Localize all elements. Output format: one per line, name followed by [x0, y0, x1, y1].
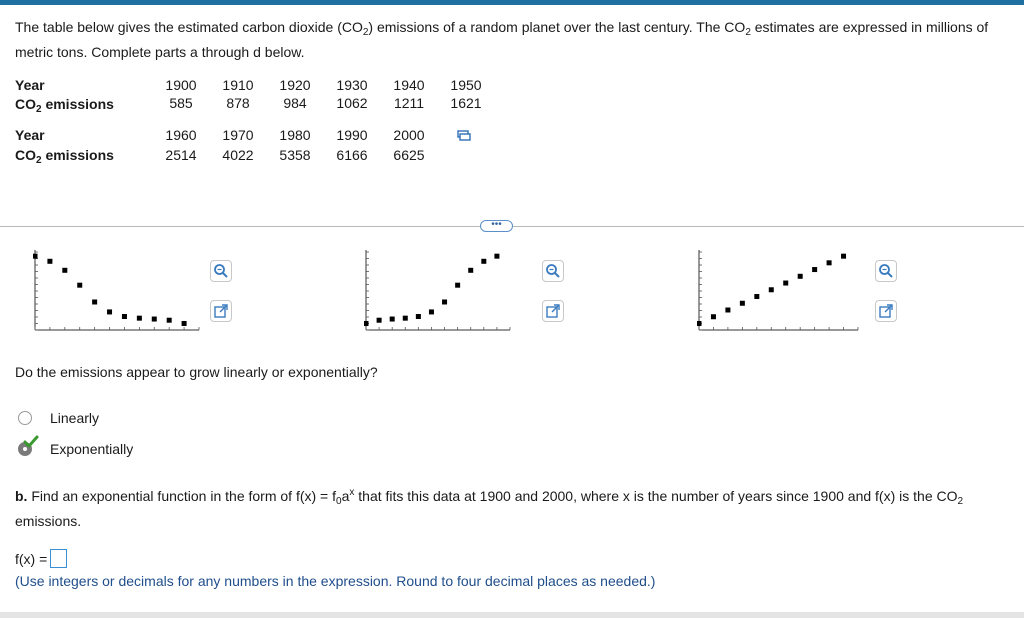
zoom-graph-2-button[interactable] [542, 260, 564, 282]
data-point [455, 283, 460, 288]
magnifier-icon [213, 263, 229, 279]
data-point [377, 318, 382, 323]
magnifier-icon [878, 263, 894, 279]
option-graph-linear [697, 248, 862, 334]
data-point [725, 307, 730, 312]
data-point [754, 294, 759, 299]
data-point [827, 260, 832, 265]
top-accent-bar [0, 0, 1024, 5]
emission-cell: 6625 [393, 147, 425, 163]
data-point [77, 283, 82, 288]
year-cell: 2000 [393, 127, 425, 143]
data-point [468, 268, 473, 273]
answer-label: f(x) = [15, 550, 48, 567]
open-graph-3-button[interactable] [875, 300, 897, 322]
data-point [122, 314, 127, 319]
radio-button[interactable] [18, 411, 32, 425]
year-cell: 1930 [336, 77, 368, 93]
question-text: Do the emissions appear to grow linearly or exponentially? [15, 364, 378, 380]
emission-cell: 878 [226, 95, 250, 111]
emission-cell: 5358 [279, 147, 311, 163]
option-graph-increasing [364, 248, 514, 334]
data-point [403, 316, 408, 321]
problem-intro: The table below gives the estimated carbon dioxide $(CO_2)$ emissions of a random planet over the last century. The $CO_2$ estimates are expressed in millions of metric tons. Complete parts a through d below. [15, 19, 989, 60]
year-cell: 1900 [165, 77, 197, 93]
zoom-graph-3-button[interactable] [875, 260, 897, 282]
emission-cell: 984 [283, 95, 307, 111]
data-point [390, 317, 395, 322]
external-link-icon [546, 304, 560, 318]
option-linearly[interactable] [18, 408, 100, 428]
option-exponentially[interactable] [18, 439, 134, 459]
expand-more-button[interactable]: ••• [480, 220, 513, 232]
emission-cell: 1211 [393, 95, 425, 111]
emissions-label: $CO_2$ emissions [15, 147, 114, 166]
open-graph-1-button[interactable] [210, 300, 232, 322]
emission-cell: 4022 [222, 147, 254, 163]
zoom-graph-1-button[interactable] [210, 260, 232, 282]
year-cell: 1980 [279, 127, 311, 143]
data-point [783, 281, 788, 286]
data-point [481, 259, 486, 264]
option-label: Linearly [50, 410, 100, 426]
year-cell: 1960 [165, 127, 197, 143]
external-link-icon [214, 304, 228, 318]
data-point [152, 317, 157, 322]
emissions-label: $CO_2$ emissions [15, 96, 114, 115]
open-graph-2-button[interactable] [542, 300, 564, 322]
year-cell: 1950 [450, 77, 482, 93]
magnifier-icon [545, 263, 561, 279]
data-point [107, 309, 112, 314]
part-b-prompt: b. Find an exponential function in the form of $f(x) = f_0a^x$ that fits this data at 1900 and 2000, where x is the number of years since 1900 and f(x) is the $CO_2$ emissions. [15, 487, 964, 529]
data-point [167, 318, 172, 323]
data-point [740, 301, 745, 306]
data-point [841, 254, 846, 259]
emission-cell: 1062 [336, 95, 368, 111]
data-point [769, 287, 774, 292]
data-point [798, 274, 803, 279]
data-point [697, 321, 702, 326]
data-point [182, 321, 187, 326]
data-point [92, 299, 97, 304]
data-point [364, 321, 369, 326]
external-link-icon [879, 304, 893, 318]
data-point [416, 314, 421, 319]
data-point [442, 299, 447, 304]
data-point [711, 314, 716, 319]
correct-check-icon [23, 435, 39, 449]
data-point [137, 316, 142, 321]
rounding-hint: (Use integers or decimals for any numbers in the expression. Round to four decimal places as needed.) [15, 573, 656, 589]
data-point [62, 268, 67, 273]
emission-cell: 6166 [336, 147, 368, 163]
year-cell: 1970 [222, 127, 254, 143]
emission-cell: 2514 [165, 147, 197, 163]
answer-input[interactable] [50, 549, 67, 568]
copy-data-icon[interactable] [457, 130, 471, 141]
option-graph-decreasing [33, 248, 203, 334]
data-point [494, 254, 499, 259]
year-label: Year [15, 77, 45, 93]
data-point [47, 259, 52, 264]
year-label: Year [15, 127, 45, 143]
year-cell: 1910 [222, 77, 254, 93]
emission-cell: 1621 [450, 95, 482, 111]
data-point [33, 254, 38, 259]
answer-row [15, 549, 67, 568]
data-point [429, 309, 434, 314]
year-cell: 1920 [279, 77, 311, 93]
data-point [812, 267, 817, 272]
year-cell: 1990 [336, 127, 368, 143]
bottom-bar [0, 612, 1024, 618]
option-label: Exponentially [50, 441, 134, 457]
year-cell: 1940 [393, 77, 425, 93]
emission-cell: 585 [169, 95, 193, 111]
